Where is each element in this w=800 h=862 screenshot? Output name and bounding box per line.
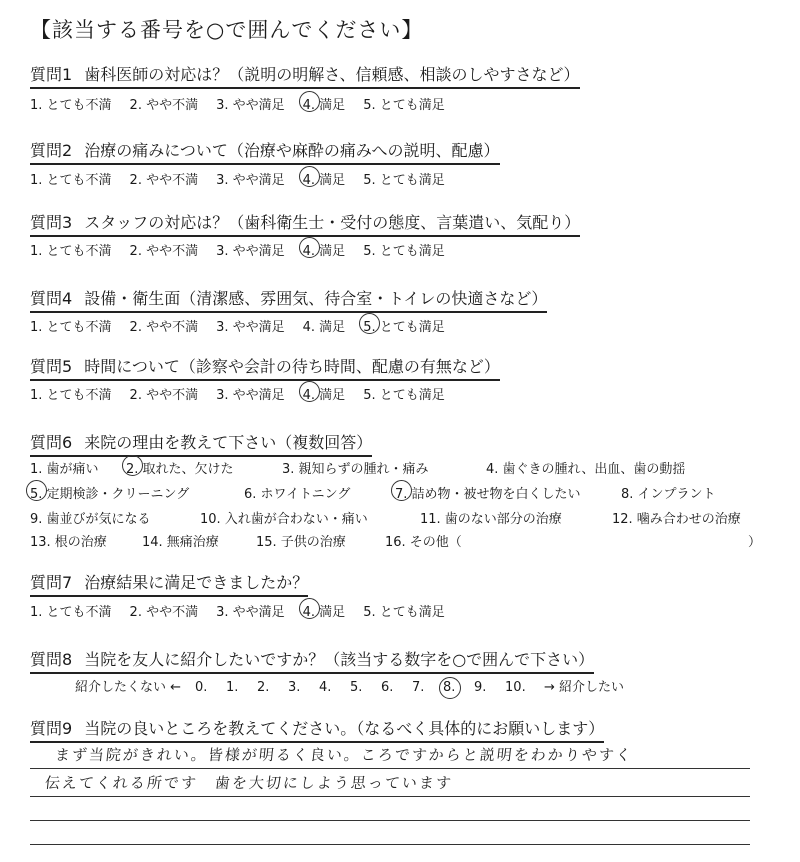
scale-value[interactable]: 7.	[412, 680, 425, 695]
handwritten-answer-line2[interactable]: 伝えてくれる所です 歯を大切にしよう思っています	[44, 774, 454, 792]
rating-option[interactable]: 5. とても満足	[363, 316, 445, 335]
scale-value[interactable]: 3.	[288, 680, 301, 695]
q6-option[interactable]: 1. 歯が痛い	[30, 462, 99, 477]
rating-option[interactable]: 3. やや満足	[216, 605, 285, 620]
question-text: 設備・衛生面（清潔感、雰囲気、待合室・トイレの快適さなど）	[84, 289, 548, 308]
q6-option[interactable]: 3. 親知らずの腫れ・痛み	[282, 462, 429, 477]
question-text: 当院の良いところを教えてください。（なるべく具体的にお願いします）	[84, 719, 605, 738]
scale-left-label: 紹介したくない ←	[75, 680, 182, 695]
question-heading-8	[30, 647, 594, 674]
rating-option[interactable]: 1. とても不満	[30, 605, 112, 620]
question-text: 当院を友人に紹介したいですか？（該当する数字を○で囲んで下さい）	[84, 650, 595, 669]
rating-option[interactable]: 4. 満足	[303, 169, 346, 188]
rating-options-1	[30, 94, 463, 113]
rating-option[interactable]: 4. 満足	[303, 384, 346, 403]
question-heading-4	[30, 286, 547, 313]
rating-option[interactable]: 3. やや満足	[216, 388, 285, 403]
question-number: 質問3	[30, 213, 73, 232]
answer-line	[30, 820, 750, 821]
scale-value[interactable]: 5.	[350, 680, 363, 695]
rating-option[interactable]: 3. やや満足	[216, 173, 285, 188]
question-text: 歯科医師の対応は？（説明の明解さ、信頼感、相談のしやすさなど）	[84, 65, 580, 84]
q6-option[interactable]: 8. インプラント	[621, 487, 716, 502]
rating-options-5	[30, 384, 463, 403]
rating-option[interactable]: 5. とても満足	[363, 173, 445, 188]
question-number: 質問7	[30, 573, 73, 592]
rating-option[interactable]: 1. とても不満	[30, 98, 112, 113]
recommend-scale	[75, 676, 624, 695]
q6-option[interactable]: 11. 歯のない部分の治療	[420, 512, 562, 527]
scale-value[interactable]: 0.	[195, 680, 208, 695]
q6-option[interactable]: 7. 詰め物・被せ物を白くしたい	[395, 483, 581, 502]
handwritten-answer-line1[interactable]: まず当院がきれい。皆様が明るく良い。ころですからと説明をわかりやすく	[54, 746, 634, 764]
question-number: 質問5	[30, 357, 73, 376]
rating-options-3	[30, 240, 463, 259]
rating-option[interactable]: 3. やや満足	[216, 98, 285, 113]
question-text: 治療結果に満足できましたか？	[84, 573, 309, 592]
rating-option[interactable]: 4. 満足	[303, 240, 346, 259]
rating-option[interactable]: 5. とても満足	[363, 244, 445, 259]
rating-options-4	[30, 316, 463, 335]
answer-line	[30, 844, 750, 845]
q6-option[interactable]: 12. 噛み合わせの治療	[612, 512, 741, 527]
question-number: 質問6	[30, 433, 73, 452]
scale-value[interactable]: 1.	[226, 680, 239, 695]
rating-option[interactable]: 1. とても不満	[30, 388, 112, 403]
rating-option[interactable]: 3. やや満足	[216, 244, 285, 259]
q6-option[interactable]: 4. 歯ぐきの腫れ、出血、歯の動揺	[486, 462, 686, 477]
answer-line	[30, 768, 750, 769]
rating-option[interactable]: 2. やや不満	[129, 244, 199, 259]
scale-value[interactable]: 10.	[505, 680, 526, 695]
rating-option[interactable]: 2. やや不満	[129, 98, 199, 113]
q6-option[interactable]: 2. 取れた、欠けた	[126, 458, 234, 477]
q6-option[interactable]: 5. 定期検診・クリーニング	[30, 483, 189, 502]
rating-option[interactable]: 1. とても不満	[30, 244, 112, 259]
scale-value[interactable]: 8.	[443, 680, 474, 695]
question-text: 時間について（診察や会計の待ち時間、配慮の有無など）	[84, 357, 500, 376]
question-heading-3	[30, 210, 580, 237]
question-number: 質問1	[30, 65, 73, 84]
q6-option[interactable]: 14. 無痛治療	[142, 535, 219, 550]
question-number: 質問2	[30, 141, 73, 160]
question-text: 治療の痛みについて（治療や麻酔の痛みへの説明、配慮）	[84, 141, 500, 160]
answer-line	[30, 796, 750, 797]
scale-value[interactable]: 6.	[381, 680, 394, 695]
question-number: 質問9	[30, 719, 73, 738]
question-heading-1	[30, 62, 580, 89]
question-heading-5	[30, 354, 500, 381]
rating-option[interactable]: 4. 満足	[302, 320, 346, 335]
rating-option[interactable]: 2. やや不満	[129, 605, 199, 620]
rating-options-7	[30, 601, 463, 620]
rating-option[interactable]: 4. 満足	[303, 601, 346, 620]
question-text: スタッフの対応は？（歯科衛生士・受付の態度、言葉遣い、気配り）	[84, 213, 581, 232]
rating-option[interactable]: 5. とても満足	[363, 605, 445, 620]
question-heading-2	[30, 138, 500, 165]
rating-option[interactable]: 1. とても不満	[30, 173, 112, 188]
rating-option[interactable]: 5. とても満足	[363, 388, 445, 403]
rating-options-2	[30, 169, 463, 188]
rating-option[interactable]: 3. やや満足	[216, 320, 285, 335]
scale-value[interactable]: 4.	[319, 680, 332, 695]
question-heading-9	[30, 716, 604, 743]
rating-option[interactable]: 4. 満足	[303, 94, 346, 113]
question-number: 質問4	[30, 289, 73, 308]
q6-option[interactable]: 9. 歯並びが気になる	[30, 512, 151, 527]
question-heading-6	[30, 430, 372, 457]
rating-option[interactable]: 2. やや不満	[129, 388, 199, 403]
rating-option[interactable]: 2. やや不満	[129, 173, 199, 188]
scale-value[interactable]: 2.	[257, 680, 270, 695]
rating-option[interactable]: 2. やや不満	[129, 320, 199, 335]
q6-option[interactable]: 13. 根の治療	[30, 535, 107, 550]
question-text: 来院の理由を教えて下さい（複数回答）	[84, 433, 373, 452]
rating-option[interactable]: 5. とても満足	[363, 98, 445, 113]
question-number: 質問8	[30, 650, 73, 669]
page-title: 【該当する番号を○で囲んでください】	[30, 18, 424, 42]
q6-option[interactable]: 15. 子供の治療	[256, 535, 346, 550]
q6-option[interactable]: 10. 入れ歯が合わない・痛い	[200, 512, 368, 527]
rating-option[interactable]: 1. とても不満	[30, 320, 112, 335]
q6-option[interactable]: 6. ホワイトニング	[244, 487, 351, 502]
q6-other-close: ）	[748, 535, 762, 550]
scale-right-label: → 紹介したい	[544, 680, 625, 695]
question-heading-7	[30, 570, 308, 597]
q6-option[interactable]: 16. その他（	[385, 535, 462, 550]
scale-value[interactable]: 9.	[474, 680, 487, 695]
